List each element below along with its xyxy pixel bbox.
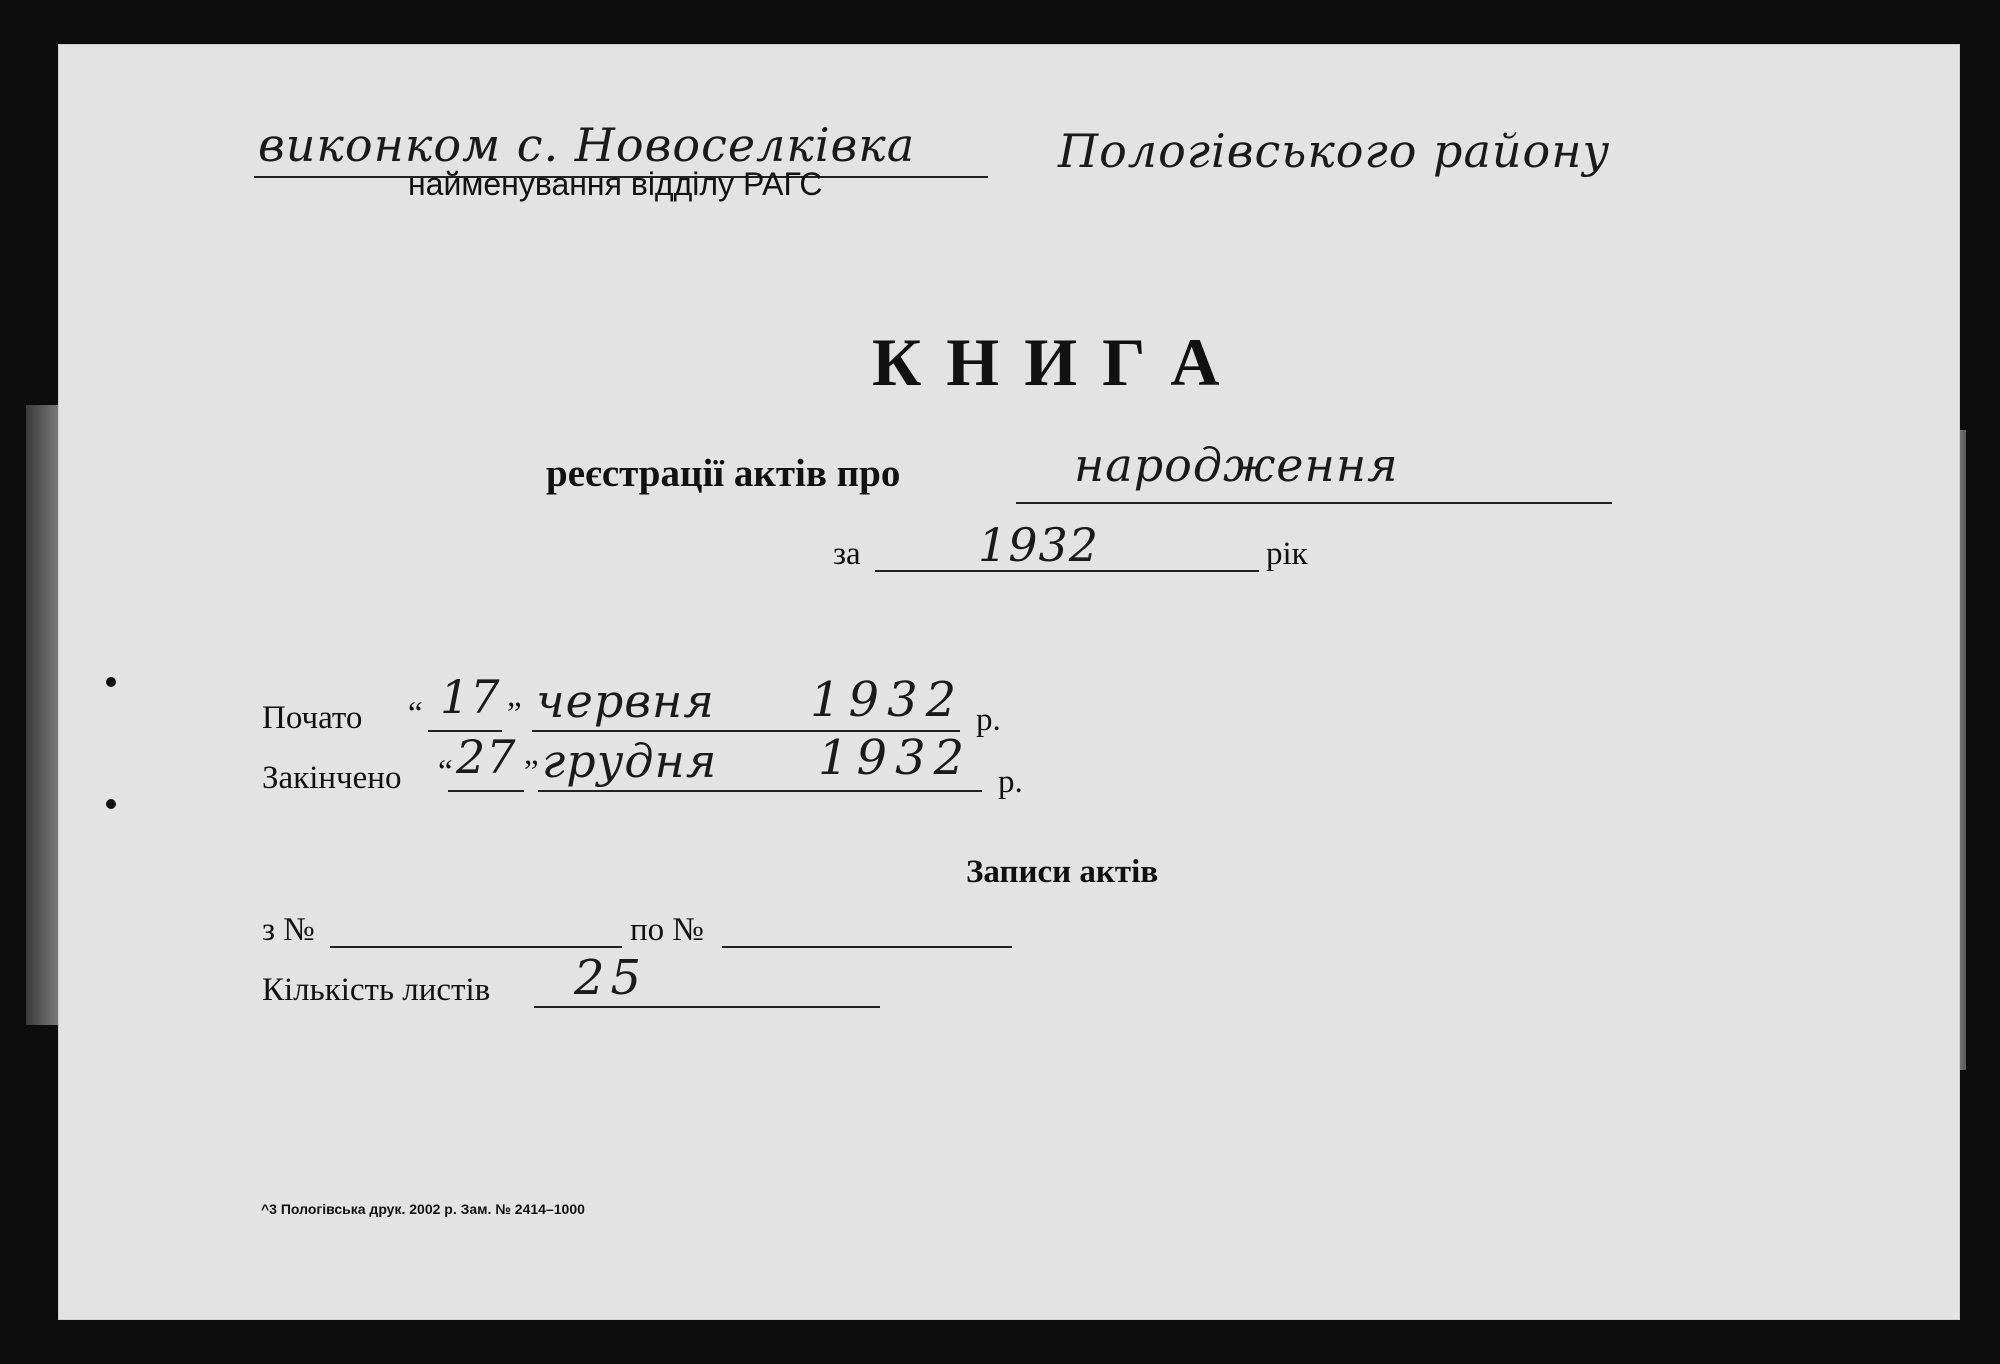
started-year-handwritten: 1932 [810,672,965,728]
year-value-handwritten: 1932 [978,518,1100,572]
ended-date-underline [538,790,982,792]
printer-imprint: ^3 Пологівська друк. 2002 р. Зам. № 2414–1000 [261,1201,585,1217]
records-to-underline [722,946,1012,948]
started-label: Почато [262,700,363,736]
document-page [58,44,1960,1320]
registration-underline [1016,502,1612,504]
sheets-count-label: Кількість листів [262,972,491,1008]
office-name-handwritten: виконком с. Новоселківка [258,118,916,172]
book-title: К Н И Г А [872,324,1224,400]
ended-label: Закінчено [262,760,402,796]
binding-hole-mark [106,799,116,809]
binding-hole-mark [106,677,116,687]
sheets-count-underline [534,1006,880,1008]
year-underline [875,570,1259,572]
binding-edge [26,405,60,1025]
ended-year-suffix: р. [998,764,1023,800]
records-from-label: з № [262,912,315,948]
ended-day-handwritten: 27 [456,730,517,784]
started-close-quote: ” [507,696,522,732]
district-name-handwritten: Пологівського району [1058,124,1611,178]
ended-day-underline [448,790,524,792]
records-heading: Записи актів [966,854,1159,890]
started-open-quote: “ [408,696,423,732]
records-from-underline [330,946,622,948]
office-caption: найменування відділу РАГС [408,166,823,202]
year-prefix: за [833,536,861,572]
started-day-handwritten: 17 [440,670,501,724]
started-month-handwritten: червня [536,674,715,728]
ended-year-handwritten: 1932 [818,730,973,786]
registration-label: реєстрації актів про [546,452,901,495]
year-suffix: рік [1266,536,1308,572]
ended-close-quote: ” [524,754,539,790]
registration-value-handwritten: народження [1074,438,1399,492]
started-year-suffix: р. [976,702,1001,738]
ended-open-quote: “ [438,754,453,790]
ended-month-handwritten: грудня [542,734,718,788]
sheets-count-handwritten: 25 [574,950,648,1006]
records-to-label: по № [630,912,704,948]
